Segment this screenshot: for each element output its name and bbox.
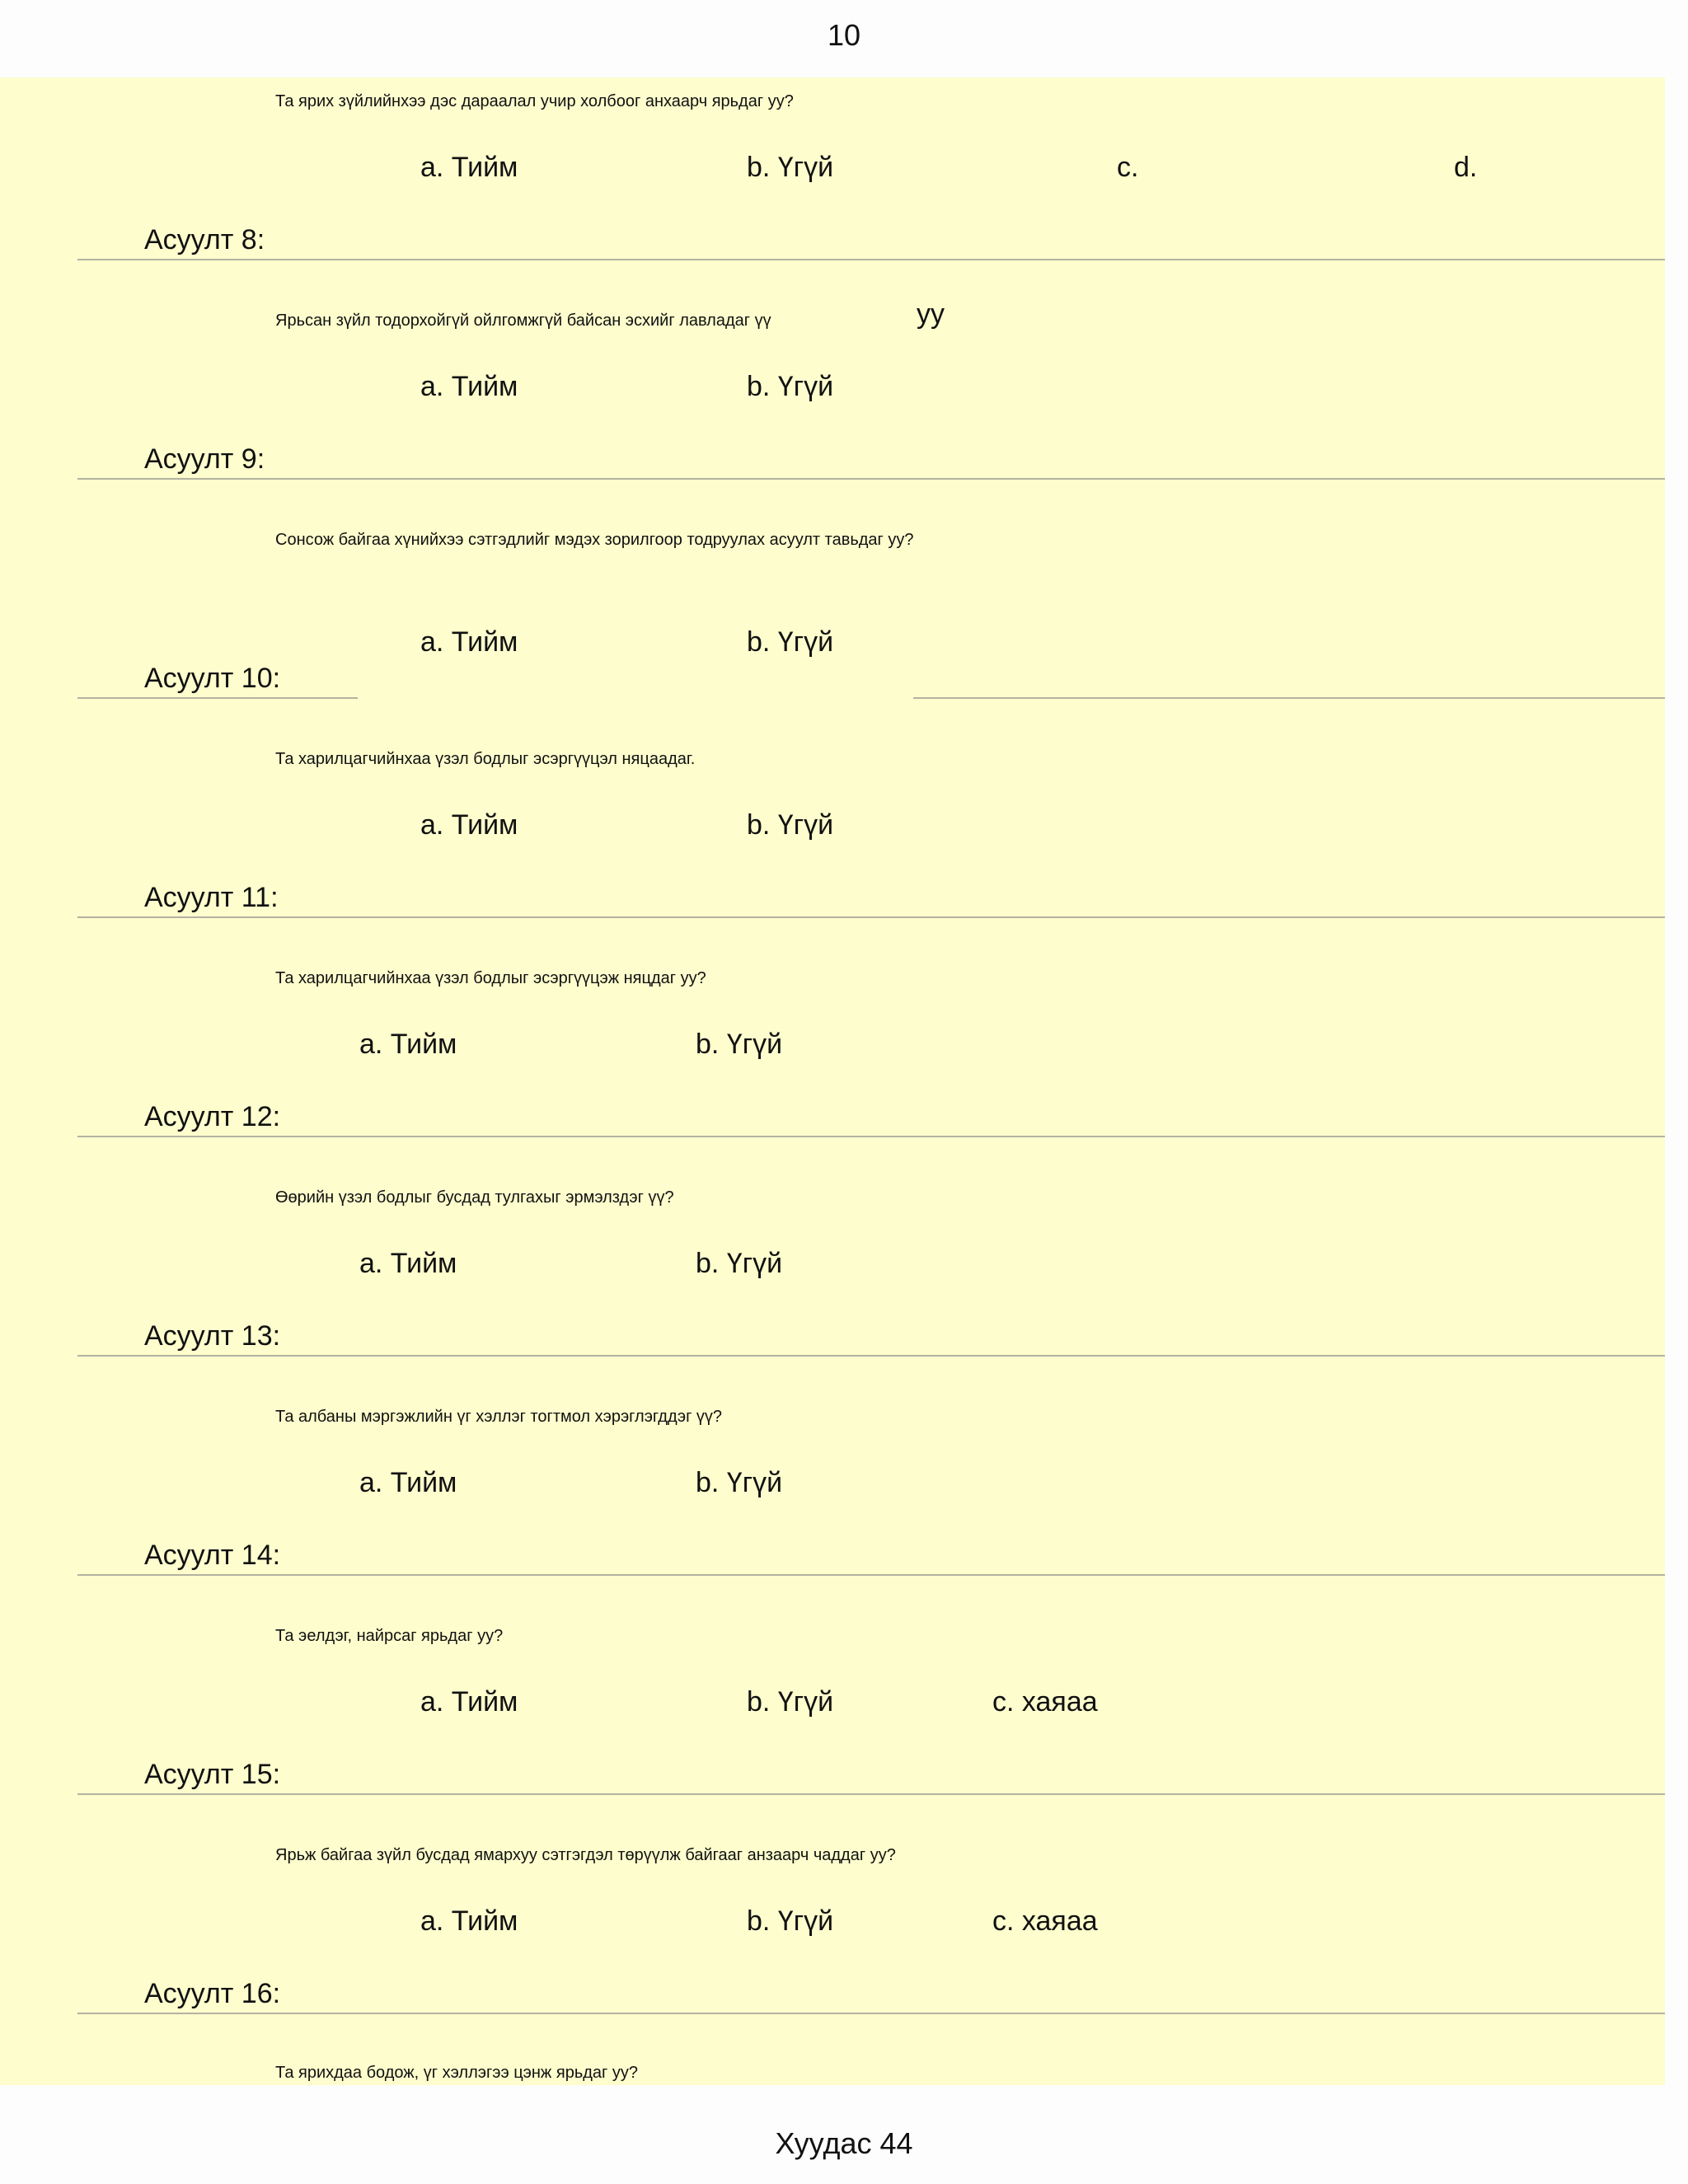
option-a[interactable]: a. Тийм (420, 809, 518, 841)
option-b[interactable]: b. Үгүй (696, 1029, 783, 1060)
questionnaire-body (0, 77, 1665, 2085)
option-a[interactable]: a. Тийм (420, 152, 518, 183)
question-label: Асуулт 12: (144, 1101, 281, 1132)
divider-line (77, 1574, 1665, 1576)
option-b[interactable]: b. Үгүй (747, 1905, 834, 1937)
question-text: Өөрийн үзэл бодлыг бусдад тулгахыг эрмэлздэг үү? (275, 1188, 674, 1207)
divider-line (913, 697, 1665, 699)
option-a[interactable]: a. Тийм (420, 626, 518, 658)
divider-line (77, 1355, 1665, 1357)
option-a[interactable]: a. Тийм (420, 1905, 518, 1937)
option-b[interactable]: b. Үгүй (696, 1248, 783, 1279)
divider-line (77, 1136, 1665, 1137)
question-text: Сонсож байгаа хүнийхээ сэтгэдлийг мэдэх зорилгоор тодруулах асуулт тавьдаг уу? (275, 531, 914, 549)
option-a[interactable]: a. Тийм (359, 1248, 457, 1279)
question-text: Та харилцагчийнхаа үзэл бодлыг эсэргүүцэл няцаадаг. (275, 750, 696, 768)
question-label: Асуулт 11: (144, 882, 279, 913)
question-label: Асуулт 16: (144, 1978, 281, 2009)
question-text: Ярьж байгаа зүйл бусдад ямархуу сэтгэгдэл төрүүлж байгааг анзаарч чаддаг уу? (275, 1846, 896, 1864)
divider-line (77, 478, 1665, 480)
option-a[interactable]: a. Тийм (420, 371, 518, 402)
option-a[interactable]: a. Тийм (359, 1029, 457, 1060)
option-b[interactable]: b. Үгүй (696, 1467, 783, 1498)
question-text: Ярьсан зүйл тодорхойгүй ойлгомжгүй байсан эсхийг лавладаг үү (275, 312, 771, 330)
option-c[interactable]: c. хаяаа (992, 1905, 1098, 1937)
question-text: Та ярих зүйлийнхээ дэс дараалал учир холбоог анхаарч ярьдаг уу? (275, 92, 794, 110)
question-label: Асуулт 10: (144, 663, 281, 694)
question-label: Асуулт 9: (144, 443, 265, 475)
divider-line (77, 1793, 1665, 1795)
option-b[interactable]: b. Үгүй (747, 626, 834, 658)
option-b[interactable]: b. Үгүй (747, 1686, 834, 1718)
footer-page-label: Хуудас 44 (775, 2126, 913, 2160)
question-text-extra: уу (917, 298, 945, 330)
question-text: Та албаны мэргэжлийн үг хэллэг тогтмол хэрэглэгддэг үү? (275, 1408, 723, 1426)
divider-line (77, 916, 1665, 918)
option-c[interactable]: c. хаяаа (992, 1686, 1098, 1718)
option-a[interactable]: a. Тийм (420, 1686, 518, 1718)
divider-line (77, 2013, 1665, 2014)
question-text: Та эелдэг, найрсаг ярьдаг уу? (275, 1627, 504, 1645)
option-b[interactable]: b. Үгүй (747, 371, 834, 402)
option-b[interactable]: b. Үгүй (747, 152, 834, 183)
question-label: Асуулт 15: (144, 1759, 281, 1790)
question-text: Та ярихдаа бодож, үг хэллэгээ цэнж ярьдаг уу? (275, 2064, 638, 2082)
question-label: Асуулт 13: (144, 1320, 281, 1352)
option-c[interactable]: c. (1117, 152, 1139, 183)
option-a[interactable]: a. Тийм (359, 1467, 457, 1498)
question-label: Асуулт 8: (144, 224, 265, 255)
question-label: Асуулт 14: (144, 1540, 281, 1571)
page-number: 10 (827, 18, 861, 52)
option-b[interactable]: b. Үгүй (747, 809, 834, 841)
question-text: Та харилцагчийнхаа үзэл бодлыг эсэргүүцэж няцдаг уу? (275, 969, 706, 987)
option-d[interactable]: d. (1454, 152, 1478, 183)
divider-line (77, 697, 358, 699)
divider-line (77, 259, 1665, 260)
